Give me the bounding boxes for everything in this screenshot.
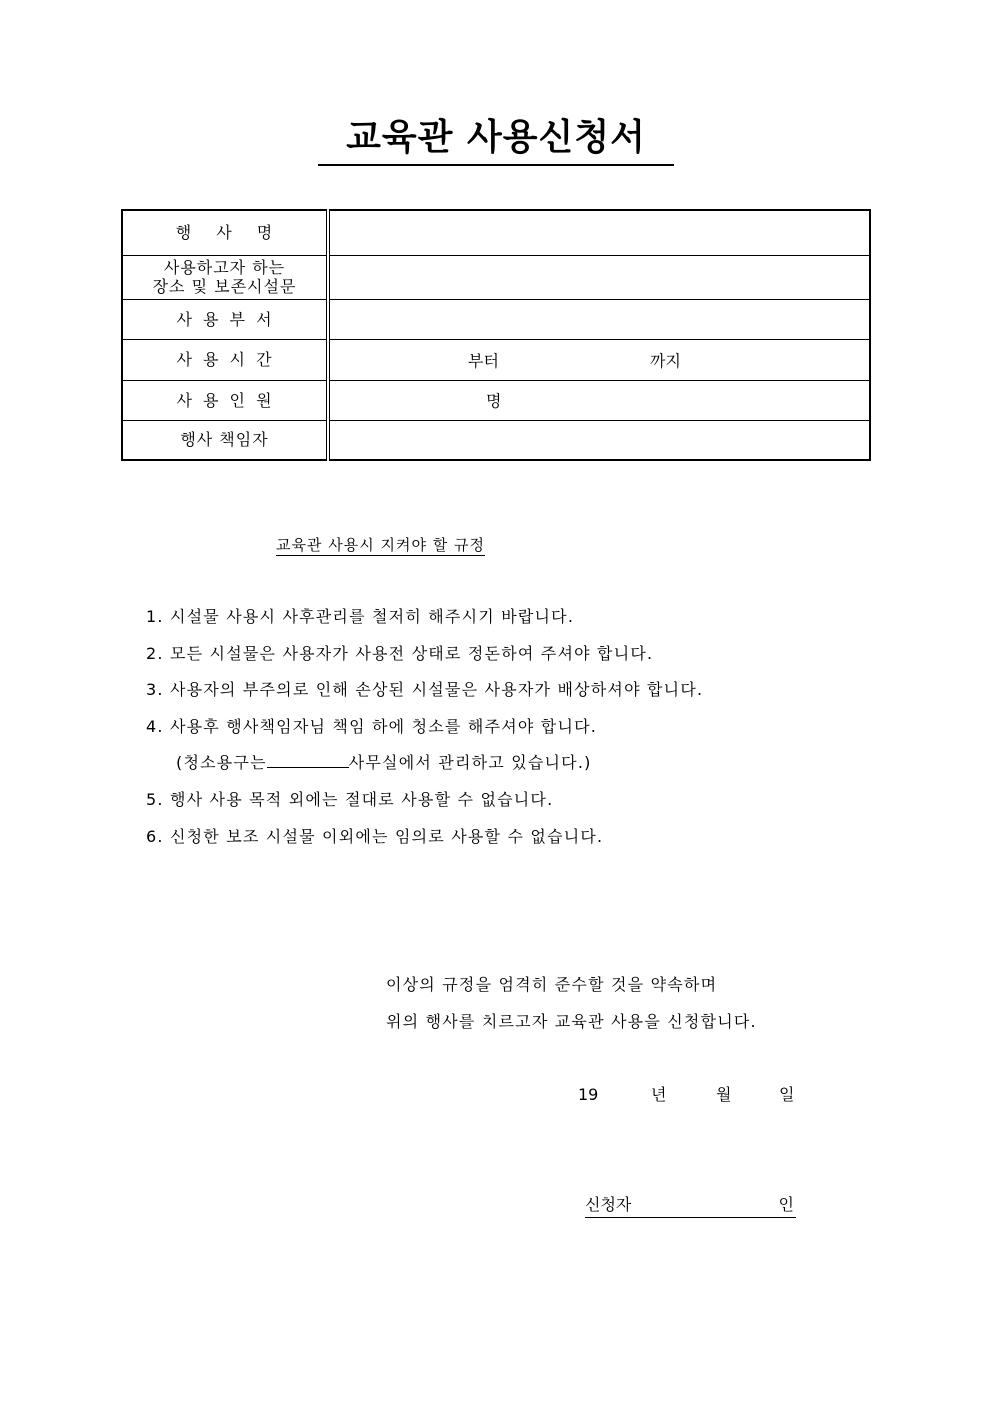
rule-item: 3. 사용자의 부주의로 인해 손상된 시설물은 사용자가 배상하셔야 합니다.	[146, 680, 704, 700]
attendees-label: 사 용 인 원	[122, 380, 328, 420]
date-year-label: 년	[651, 1085, 667, 1104]
rule-item: 4. 사용후 행사책임자님 책임 하에 청소를 해주셔야 합니다.	[146, 716, 598, 736]
department-label: 사 용 부 서	[122, 299, 328, 339]
time-field[interactable]	[328, 339, 870, 380]
rule-item: 1. 시설물 사용시 사후관리를 철저히 해주시기 바랍니다.	[146, 607, 575, 626]
manager-field[interactable]	[328, 420, 870, 460]
rule-item: 2. 모든 시설물은 사용자가 사용전 상태로 정돈하여 주셔야 합니다.	[146, 643, 654, 663]
form-row-department	[122, 299, 870, 339]
time-from-text: 부터	[468, 351, 499, 370]
rule-note: (청소용구는 사무실에서 관리하고 있습니다.)	[176, 753, 592, 773]
form-row-event-name	[122, 210, 870, 255]
form-row-location	[122, 255, 870, 299]
rules-title: 교육관 사용시 지켜야 할 규정	[276, 536, 485, 554]
rule-item: 6. 신청한 보조 시설물 이외에는 임의로 사용할 수 없습니다.	[146, 826, 604, 846]
manager-label: 행사 책임자	[122, 420, 328, 460]
application-form-table	[121, 209, 871, 461]
rules-list	[146, 605, 703, 861]
form-row-attendees	[122, 380, 870, 420]
pledge-line-2: 위의 행사를 치르고자 교육관 사용을 신청합니다.	[386, 1012, 757, 1031]
department-field[interactable]	[328, 299, 870, 339]
time-label: 사 용 시 간	[122, 339, 328, 380]
location-field[interactable]	[328, 255, 870, 299]
document-title: 교육관 사용신청서	[318, 116, 674, 166]
attendees-unit: 명	[486, 391, 502, 411]
rule-item: 5. 행사 사용 목적 외에는 절대로 사용할 수 없습니다.	[146, 789, 554, 809]
event-name-label: 행 사 명	[122, 210, 328, 255]
location-label: 사용하고자 하는 장소 및 보존시설문	[122, 255, 328, 299]
applicant-signature-line[interactable]	[585, 1193, 796, 1218]
date-month-label: 월	[716, 1085, 732, 1104]
pledge-line-1: 이상의 규정을 엄격히 준수할 것을 약속하며	[386, 975, 718, 994]
date-year: 19	[578, 1085, 599, 1104]
event-name-field[interactable]	[328, 210, 870, 255]
date-day-label: 일	[779, 1085, 795, 1104]
time-to-text: 까지	[650, 351, 681, 370]
form-row-manager	[122, 420, 870, 460]
applicant-label: 신청자	[585, 1195, 632, 1214]
cleaning-office-blank[interactable]	[267, 753, 349, 768]
attendees-field[interactable]	[328, 380, 870, 420]
seal-label: 인	[778, 1195, 794, 1214]
form-row-time	[122, 339, 870, 380]
